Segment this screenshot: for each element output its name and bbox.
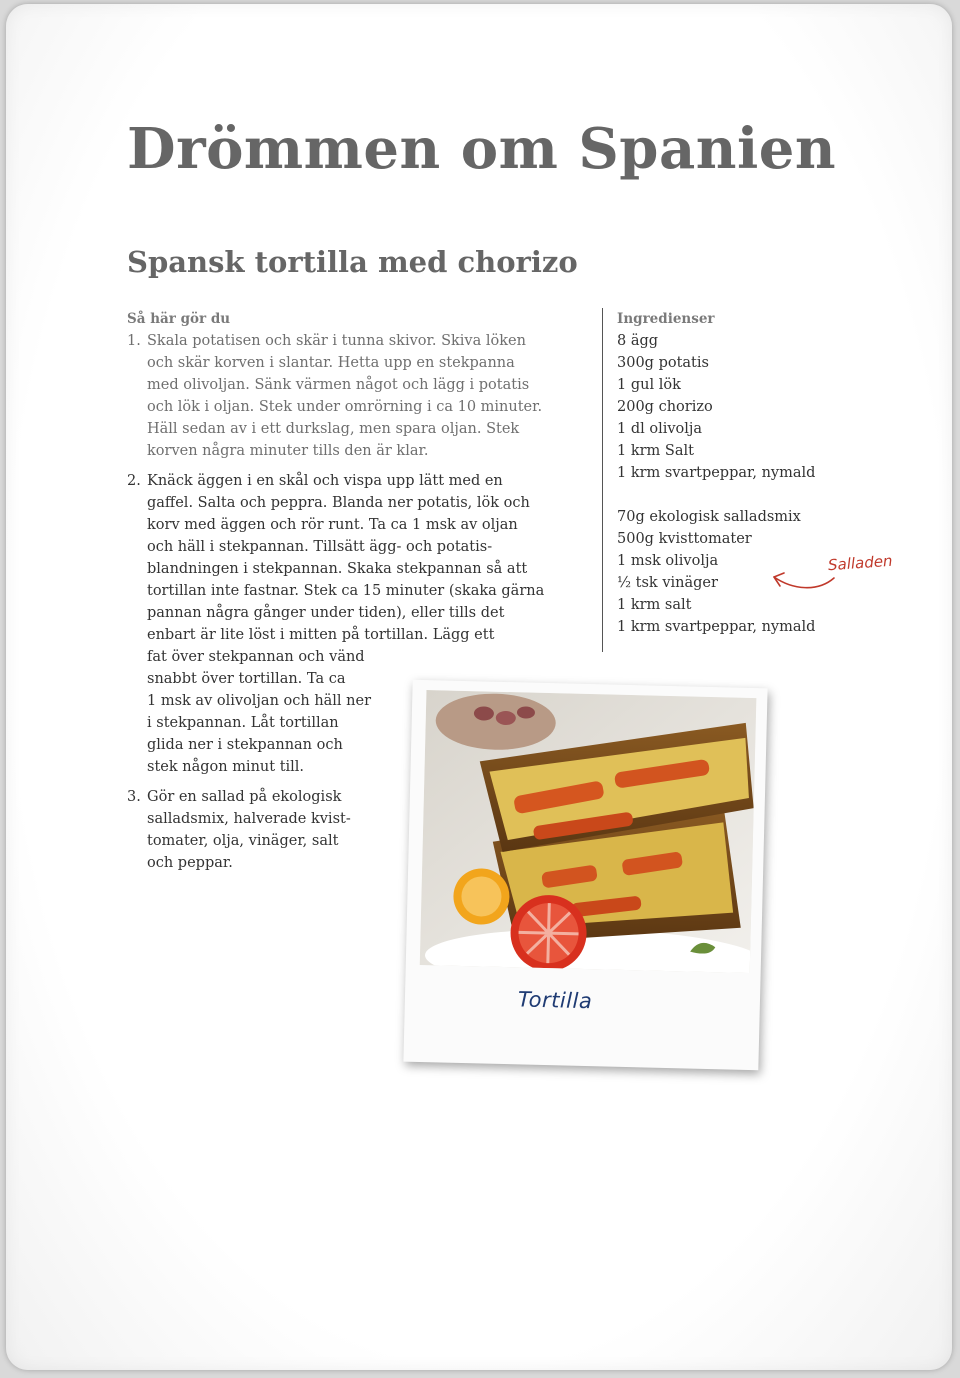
ingredient-item: 1 gul lök <box>617 377 681 393</box>
salad-ingredient-item: 70g ekologisk salladsmix <box>617 509 801 525</box>
step-line: blandningen i stekpannan. Skaka stekpannan så att <box>147 561 528 577</box>
ingredient-item: 200g chorizo <box>617 399 713 415</box>
step-line: enbart är lite löst i mitten på tortillan. Lägg ett <box>147 627 495 643</box>
step-line: Gör en sallad på ekologisk <box>147 789 342 805</box>
ingredients-section <box>602 308 867 652</box>
step-line: och skär korven i slantar. Hetta upp en stekpanna <box>147 355 515 371</box>
step-line: korven några minuter tills den är klar. <box>147 443 429 459</box>
step-line: salladsmix, halverade kvist- <box>147 811 351 827</box>
step-number: 2. <box>127 473 141 489</box>
ingredient-item: 8 ägg <box>617 333 659 349</box>
step-line: tomater, olja, vinäger, salt <box>147 833 339 849</box>
ingredient-item: 1 dl olivolja <box>617 421 703 437</box>
salad-ingredient-item: 1 krm svartpeppar, nymald <box>617 619 816 635</box>
salad-ingredient-item: 1 msk olivolja <box>617 553 719 569</box>
step-1 <box>127 330 572 462</box>
ingredients-heading: Ingredienser <box>617 311 715 327</box>
salad-ingredient-item: 1 krm salt <box>617 597 692 613</box>
tortilla-illustration <box>420 690 757 973</box>
step-line: korv med äggen och rör runt. Ta ca 1 msk av oljan <box>147 517 518 533</box>
salad-annotation: Salladen <box>827 551 894 575</box>
step-line: Skala potatisen och skär i tunna skivor. Skiva löken <box>147 333 526 349</box>
step-line: Knäck äggen i en skål och vispa upp lätt med en <box>147 473 503 489</box>
step-line: snabbt över tortillan. Ta ca <box>147 671 346 687</box>
step-line: fat över stekpannan och vänd <box>147 649 365 665</box>
step-line: och häll i stekpannan. Tillsätt ägg- och potatis- <box>147 539 493 555</box>
step-line: med olivoljan. Sänk värmen något och lägg i potatis <box>147 377 530 393</box>
step-line: och lök i oljan. Stek under omrörning i ca 10 minuter. <box>147 399 543 415</box>
step-line: 1 msk av olivoljan och häll ner <box>147 693 372 709</box>
tortilla-photo-card <box>403 680 767 1071</box>
step-line: glida ner i stekpannan och <box>147 737 343 753</box>
photo-caption: Tortilla <box>517 987 593 1014</box>
step-line: tortillan inte fastnar. Stek ca 15 minuter (skaka gärna <box>147 583 545 599</box>
page-title: Drömmen om Spanien <box>127 116 837 182</box>
recipe-subtitle: Spansk tortilla med chorizo <box>127 245 578 279</box>
salad-ingredient-item: ½ tsk vinäger <box>617 575 718 591</box>
step-line: stek någon minut till. <box>147 759 305 775</box>
step-line: Häll sedan av i ett durkslag, men spara oljan. Stek <box>147 421 520 437</box>
salad-ingredient-item: 500g kvisttomater <box>617 531 752 547</box>
step-line: pannan några gånger under tiden), eller tills det <box>147 605 505 621</box>
ingredient-item: 1 krm svartpeppar, nymald <box>617 465 816 481</box>
ingredient-item: 1 krm Salt <box>617 443 694 459</box>
step-line: i stekpannan. Låt tortillan <box>147 715 339 731</box>
recipe-page <box>6 4 952 1370</box>
step-line: och peppar. <box>147 855 233 871</box>
arrow-icon <box>768 560 838 594</box>
step-number: 3. <box>127 789 141 805</box>
step-number: 1. <box>127 333 141 349</box>
method-heading: Så här gör du <box>127 311 231 327</box>
ingredient-item: 300g potatis <box>617 355 709 371</box>
step-line: gaffel. Salta och peppra. Blanda ner potatis, lök och <box>147 495 530 511</box>
tortilla-photo <box>420 690 757 973</box>
